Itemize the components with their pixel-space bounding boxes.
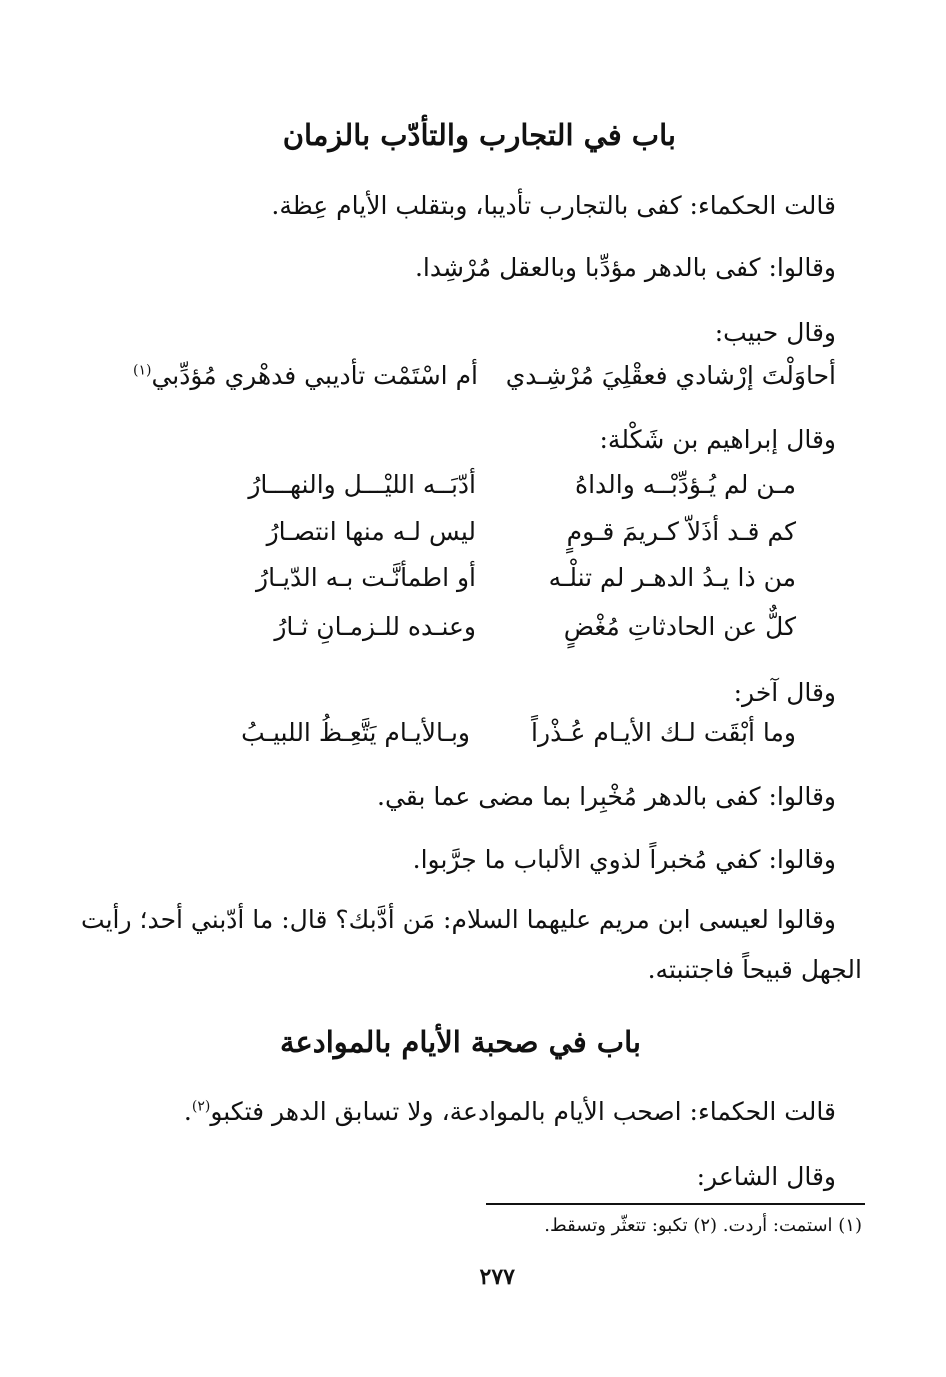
paragraph-jesus-saying-line1: وقالوا لعيسى ابن مريم عليهما السلام: مَن أدَّبك؟ قال: ما أدّبني أحد؛ رأيت [81,905,836,934]
poet-intro-other: وقال آخر: [733,678,836,707]
paragraph-sages-truce-text: قالت الحكماء: اصحب الأيام بالموادعة، ولا تسابق الدهر فتكبو [210,1097,836,1126]
paragraph-time-as-teacher: وقالوا: كفى بالدهر مؤدِّبا وبالعقل مُرْشِدا. [414,253,836,282]
footnotes: (١) استمت: أردت. (٢) تكبو: تتعثّر وتسقط. [544,1215,862,1236]
verse-4-first-hemistich: من ذا يـدُ الدهـر لم تنلْـه [548,563,796,592]
paragraph-sages-truce [184,1097,836,1126]
footnote-marker-1: (١) [132,362,152,379]
footnote-divider [486,1203,865,1205]
verse-1-first-hemistich: أحاوَلْتَ إرْشادي فعقْلِيَ مُرْشِـدي [505,361,836,390]
verse-2-first-hemistich: مـن لم يُـؤدِّبْــه والداهُ [575,470,796,499]
verse-2-second-hemistich: أدّبَــه الليْـــل والنهـــارُ [248,470,476,499]
verse-1-second-text: أم اسْتَمْت تأديبي فدهْري مُؤدِّبي [151,361,478,390]
section-heading-time-companionship: باب في صحبة الأيام بالموادعة [279,1025,641,1059]
verse-5-first-hemistich: كلٌّ عن الحادثاتِ مُغْضٍ [563,612,796,641]
section-heading-experience: باب في التجارب والتأدّب بالزمان [282,118,676,152]
paragraph-jesus-saying-line2: الجهل قبيحاً فاجتنبته. [647,955,862,984]
paragraph-sages-saying: قالت الحكماء: كفى بالتجارب تأديبا، وبتقلب الأيام عِظة. [271,191,836,220]
poet-intro-ibrahim: وقال إبراهيم بن شَكْلة: [599,425,836,454]
verse-3-second-hemistich: ليس لـه منها انتصـارُ [266,517,476,546]
verse-6-first-hemistich: وما أبْقَت لـك الأيـام عُـذْراً [531,718,796,747]
poet-intro-poet: وقال الشاعر: [696,1162,836,1191]
verse-1-second-hemistich [133,361,478,390]
poet-intro-habib: وقال حبيب: [714,318,836,347]
verse-5-second-hemistich: وعنـده للـزمـانِ ثـارُ [274,612,476,641]
verse-3-first-hemistich: كم قـد أذَلاّ كـريمَ قـومٍ [566,517,796,546]
paragraph-experience-informs: وقالوا: كفي مُخبراً لذوي الألباب ما جرَّبوا. [412,845,836,874]
verse-4-second-hemistich: أو اطمأنَّـت بـه الدّيـارُ [256,563,476,592]
footnote-marker-2: (٢) [191,1098,211,1115]
paragraph-time-informs: وقالوا: كفى بالدهر مُخْبِرا بما مضى عما بقي. [377,782,836,811]
paragraph-sages-truce-end: . [183,1097,192,1126]
page-number: ٢٧٧ [479,1264,515,1290]
verse-6-second-hemistich: وبـالأيـام يَتَّعِـظُ اللبيـبُ [241,718,470,747]
